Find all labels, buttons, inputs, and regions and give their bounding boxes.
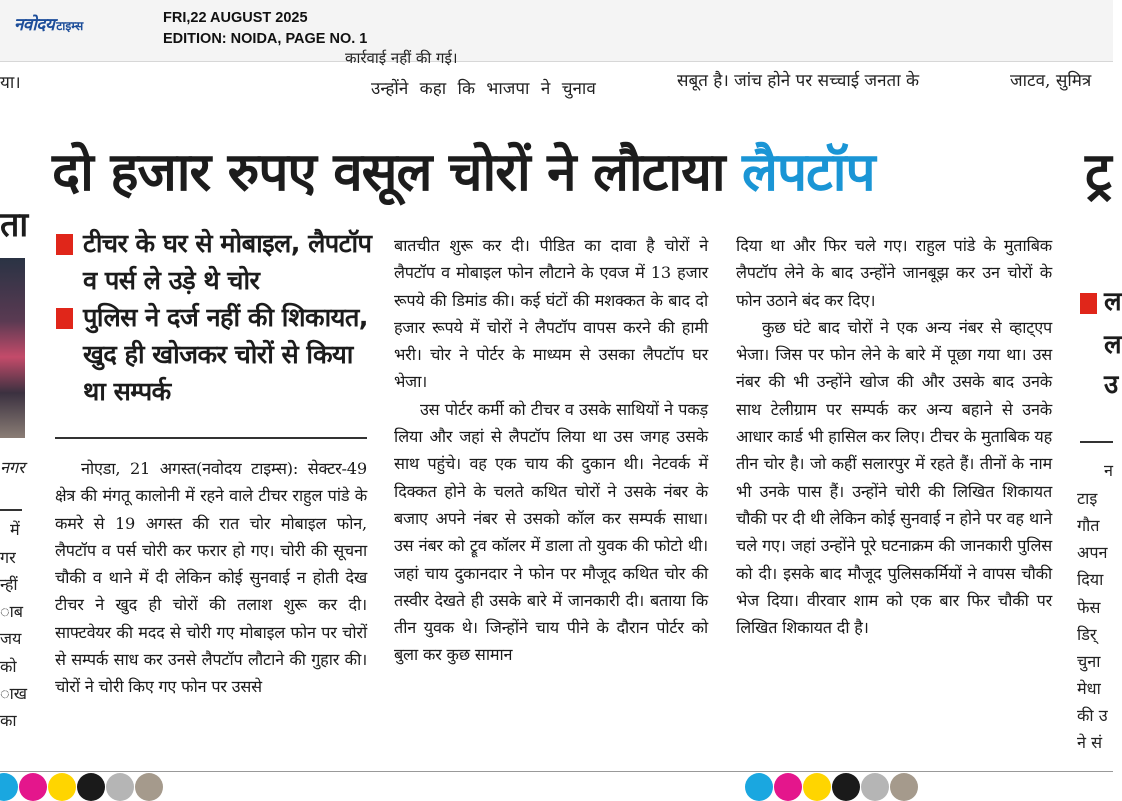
- right-fragment: ने सं: [1077, 733, 1103, 752]
- article-column-2: [394, 232, 708, 669]
- logo-main: नवोदय: [14, 15, 55, 35]
- right-fragment: की उ: [1077, 706, 1108, 725]
- right-fragment: मेधा: [1077, 679, 1101, 698]
- logo-sub: टाइम्स: [56, 19, 84, 33]
- article-column-3: [736, 232, 1052, 641]
- right-fragment: डिर्: [1077, 625, 1097, 644]
- subheadline-text: टीचर के घर से मोबाइल, लैपटॉप व पर्स ले उड़े थे चोर: [83, 229, 372, 296]
- article-paragraph: उस पोर्टर कर्मी को टीचर व उसके साथियों ने पकड़ लिया और जहां से लैपटॉप लिया था उस जगह उसके साथ पहुंचे। वह एक चाय की दुकान थी। नेटवर्क में दिक्कत होने के चलते कथित चोरों ने उसके नंबर के बजाए अपने नंबर से उसको कॉल कर सम्पर्क साधा। उस नंबर को ट्रूव कॉलर में डाला तो युवक की फोटो थी। जहां चाय दुकानदार ने फोन पर मौजूद कथित चोर की तस्वीर देखते ही उसके बारे में जानकारी दी। बताया कि तीन युवक थे। जिन्होंने चाय पीने के दौरान पोर्टर को बुला कर कुछ सामान: [394, 399, 708, 665]
- bottom-rule: [0, 771, 1113, 772]
- right-fragment: अपन: [1077, 543, 1108, 562]
- left-divider: [0, 509, 22, 511]
- subheadline-text: पुलिस ने दर्ज नहीं की शिकायत, खुद ही खोजकर चोरों से किया था सम्पर्क: [83, 303, 368, 407]
- article-paragraph: दिया था और फिर चले गए। राहुल पांडे के मुताबिक लैपटॉप लेने के बाद उन्होंने जानबूझ कर उन चोरों के फोन उठाने बंद कर दिए।: [736, 236, 1052, 310]
- left-fragment: ाख: [0, 684, 28, 703]
- right-subhead-fragment: ल: [1104, 330, 1122, 360]
- red-bullet-icon: [56, 234, 73, 255]
- right-fragment: फेस: [1077, 598, 1101, 617]
- clipped-text-mid: उन्होंने कहा कि भाजपा ने चुनाव: [371, 79, 596, 99]
- left-fragment: में: [10, 520, 20, 539]
- registration-marks-left: [0, 773, 163, 801]
- red-bullet-icon: [56, 308, 73, 329]
- subhead-divider: [55, 437, 367, 439]
- registration-dot: [77, 773, 105, 801]
- registration-dot: [48, 773, 76, 801]
- edition-info: [163, 8, 367, 50]
- left-fragment: ाब: [0, 602, 24, 621]
- article-column-1: [55, 455, 367, 701]
- left-fragment: नगर: [0, 458, 25, 477]
- right-fragment: टाइ: [1077, 489, 1098, 508]
- left-fragment: को: [0, 657, 17, 676]
- headline-highlight: लैपटॉप: [742, 142, 875, 203]
- registration-marks-right: [745, 773, 918, 801]
- prev-headline-fragment: ता: [0, 205, 29, 245]
- clipped-text-mid-top: कार्रवाई नहीं की गई।: [345, 49, 458, 67]
- right-subhead-fragment: उ: [1104, 370, 1119, 400]
- article-paragraph: नोएडा, 21 अगस्त(नवोदय टाइम्स): सेक्टर-49 क्षेत्र की मंगतू कालोनी में रहने वाले टीचर राहुल पांडे के कमरे से 19 अगस्त की रात चोर मोबाइल फोन, लैपटॉप व पर्स चोरी कर फरार हो गए। चोरी की सूचना चौकी व थाने में दी लेकिन कोई सुनवाई न होती देख टीचर ने खुद ही चोरों की तलाश शुरू कर दी। साफ्टवेयर की मदद से चोरी गए मोबाइल फोन पर चोरों से सम्पर्क साध कर उनसे लैपटॉप लौटाने की गुहार की। चोरों ने चोरी किए गए फोन पर उससे: [55, 459, 367, 697]
- left-fragment: न्हीं: [0, 575, 18, 594]
- top-bar: [0, 0, 1113, 62]
- left-fragment: जय: [0, 629, 22, 648]
- registration-dot: [832, 773, 860, 801]
- right-fragment: न: [1104, 461, 1113, 480]
- registration-dot: [135, 773, 163, 801]
- main-headline: [52, 128, 875, 218]
- registration-dot: [890, 773, 918, 801]
- right-fragment: दिया: [1077, 570, 1104, 589]
- newspaper-logo[interactable]: [14, 12, 83, 35]
- registration-dot: [774, 773, 802, 801]
- registration-dot: [106, 773, 134, 801]
- clipped-text-left: या।: [0, 73, 21, 93]
- edition-date: FRI,22 AUGUST 2025: [163, 10, 308, 26]
- clipped-text-right: सबूत है। जांच होने पर सच्चाई जनता के: [677, 71, 920, 91]
- right-fragment: चुना: [1077, 652, 1101, 671]
- next-headline-fragment: ट्र: [1085, 142, 1112, 203]
- right-fragment: गौत: [1077, 516, 1100, 535]
- article-paragraph: बातचीत शुरू कर दी। पीडित का दावा है चोरों ने लैपटॉप व मोबाइल फोन लौटाने के एवज में 13 हजार रूपये की डिमांड की। कई घंटों की मशक्कत के बाद दो हजार रूपये में चोरों ने लैपटॉप वापस करने की हामी भरी। चोर ने पोर्टर के माध्यम से उसका लैपटॉप घर भेजा।: [394, 236, 708, 392]
- registration-dot: [0, 773, 18, 801]
- registration-dot: [861, 773, 889, 801]
- neighbor-photo: [0, 258, 25, 438]
- clipped-text-far-right: जाटव, सुमित्र: [1010, 71, 1092, 91]
- right-divider: [1080, 441, 1113, 443]
- registration-dot: [745, 773, 773, 801]
- edition-page: EDITION: NOIDA, PAGE NO. 1: [163, 31, 368, 47]
- registration-dot: [803, 773, 831, 801]
- registration-dot: [19, 773, 47, 801]
- subheadline: [56, 226, 376, 300]
- article-paragraph: कुछ घंटे बाद चोरों ने एक अन्य नंबर से व्हाट्एप भेजा। जिस पर फोन लेने के बारे में पूछा गया था। उस नंबर की भी उन्होंने खोज की और उसके बाद उनके साथ टेलीग्राम पर सम्पर्क कर अन्य बहाने से उनके आधार कार्ड भी हासिल कर लिए। टीचर के मुताबिक यह तीन चोर है। जो कहीं सलारपुर में रहते हैं। तीनों के नाम भी उनके पास हैं। उन्होंने चोरी की लिखित शिकायत चौकी पर दी थी लेकिन कोई सुनवाई न होने पर वह थाने चले गए। जहां उन्होंने पूरे घटनाक्रम की जानकारी पुलिस को दी। इसके बाद मौजूद पुलिसकर्मियों ने वापस चौकी भेज दिया। वीरवार शाम को एक बार फिर चौकी पर लिखित शिकायत दी है।: [736, 317, 1052, 638]
- subheadline: [56, 300, 376, 411]
- subheadlines: [56, 226, 376, 411]
- left-fragment: गर: [0, 548, 16, 567]
- right-subhead-fragment: ल: [1104, 287, 1122, 317]
- left-fragment: का: [0, 711, 17, 730]
- headline-text: दो हजार रुपए वसूल चोरों ने लौटाया: [52, 142, 725, 203]
- red-bullet-icon: [1080, 293, 1097, 314]
